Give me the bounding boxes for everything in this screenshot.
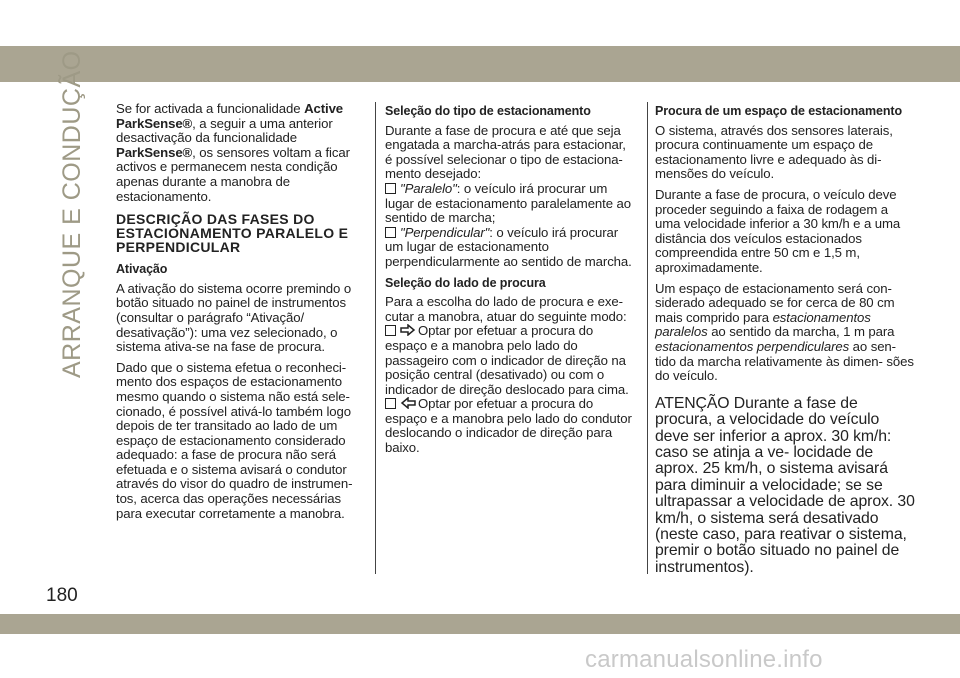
subheading-ativacao: Ativação xyxy=(116,262,168,277)
arrow-left-icon xyxy=(400,397,416,409)
paragraph: Dado que o sistema efetua o reconheci- mento dos espaços de estacionamento mesmo quando o sistema não está sele- cionado, é possível ativá-lo também logo depois de ter transitado ao lado de um espaço de estacionamento considerado adequado: a fase de procura não será efetuada e o sistema avisará o condutor através do visor do quadro de instrumen- tos, acerca das operações necessárias para executar corretamente a manobra. xyxy=(116,359,353,521)
paragraph: Durante a fase de procura e até que seja engatada a marcha-atrás para estacionar, é possível selecionar o tipo de estaciona- mento desejado: xyxy=(385,122,626,182)
feature-name: Active ParkSense® xyxy=(116,101,344,131)
bullet-box-icon xyxy=(385,183,396,194)
column-3 xyxy=(655,102,915,576)
subheading-lado: Seleção do lado de procura xyxy=(385,275,546,290)
top-band xyxy=(0,46,960,82)
section-heading: DESCRIÇÃO DAS FASES DO ESTACIONAMENTO PARALELO E PERPENDICULAR xyxy=(116,211,349,256)
option-item: Optar por efetuar a procura do espaço e a manobra pelo lado do passageiro com o indicador de direção na posição central (desativado) ou com o indicador de direção deslocado para cima. xyxy=(385,323,629,397)
paragraph: Durante a fase de procura, o veículo deve proceder seguindo a faixa de rodagem a uma velocidade inferior a 30 km/h e a uma distância dos veículos estacionados compreendida entre 50 cm e 1,5 m, aproximadamente. xyxy=(655,186,901,275)
option-item: Optar por efetuar a procura do espaço e a manobra pelo lado do condutor deslocando o indicador de direção para baixo. xyxy=(385,396,632,456)
paragraph: O sistema, através dos sensores laterais, procura continuamente um espaço de estacionamento livre e adequado às di- mensões do veículo. xyxy=(655,122,893,182)
bullet-box-icon xyxy=(385,227,396,238)
option-item: "Paralelo": o veículo irá procurar um lugar de estacionamento paralelamente ao sentido de marcha; xyxy=(385,180,631,226)
column-divider xyxy=(647,102,648,574)
bullet-box-icon xyxy=(385,398,396,409)
column-divider xyxy=(375,102,376,574)
page-number: 180 xyxy=(46,585,78,606)
column-2 xyxy=(385,102,635,456)
arrow-right-icon xyxy=(400,324,416,336)
subheading-tipo: Seleção do tipo de estacionamento xyxy=(385,104,591,118)
column-1 xyxy=(116,102,364,527)
watermark: carmanualsonline.info xyxy=(585,646,823,673)
paragraph: A ativação do sistema ocorre premindo o botão situado no painel de instrumentos (consultar o parágrafo “Ativação/ desativação”): uma vez selecionado, o sistema ativa-se na fase de procura. xyxy=(116,280,352,355)
subheading-procura: Procura de um espaço de estacionamento xyxy=(655,104,902,118)
section-sidebar-title: ARRANQUE E CONDUÇÃO xyxy=(58,50,86,378)
attention-note: ATENÇÃO Durante a fase de procura, a velocidade do veículo deve ser inferior a aprox. 30 km/h: caso se atinja a ve- locidade de aprox. 25 km/h, o sistema avisará para diminuir a velocidade; se se ultrapassar a velocidade de aprox. 30 km/h, o sistema será desativado (neste caso, para reativar o sistema, premir o botão situado no painel de instrumentos). xyxy=(655,394,915,576)
paragraph: Para a escolha do lado de procura e exe- cutar a manobra, atuar do seguinte modo: xyxy=(385,294,627,324)
bullet-box-icon xyxy=(385,325,396,336)
intro-paragraph: Se for activada a funcionalidade Active ParkSense®, a seguir a uma anterior desactivação da funcionalidade ParkSense®, os sensores voltam a ficar activos e permanecem nesta condição apenas durante a manobra de estacionamento. xyxy=(116,101,350,204)
feature-name: ParkSense® xyxy=(116,144,193,160)
option-item: "Perpendicular": o veículo irá procurar um lugar de estacionamento perpendicularmente ao sentido de marcha. xyxy=(385,224,632,269)
paragraph: Um espaço de estacionamento será con- siderado adequado se for cerca de 80 cm mais comprido para estacionamentos paralelos ao sentido da marcha, 1 m para estacionamentos perpendiculares ao sen- tido da marcha relativamente às dimen- sões do veículo. xyxy=(655,280,914,384)
bottom-band xyxy=(0,614,960,634)
